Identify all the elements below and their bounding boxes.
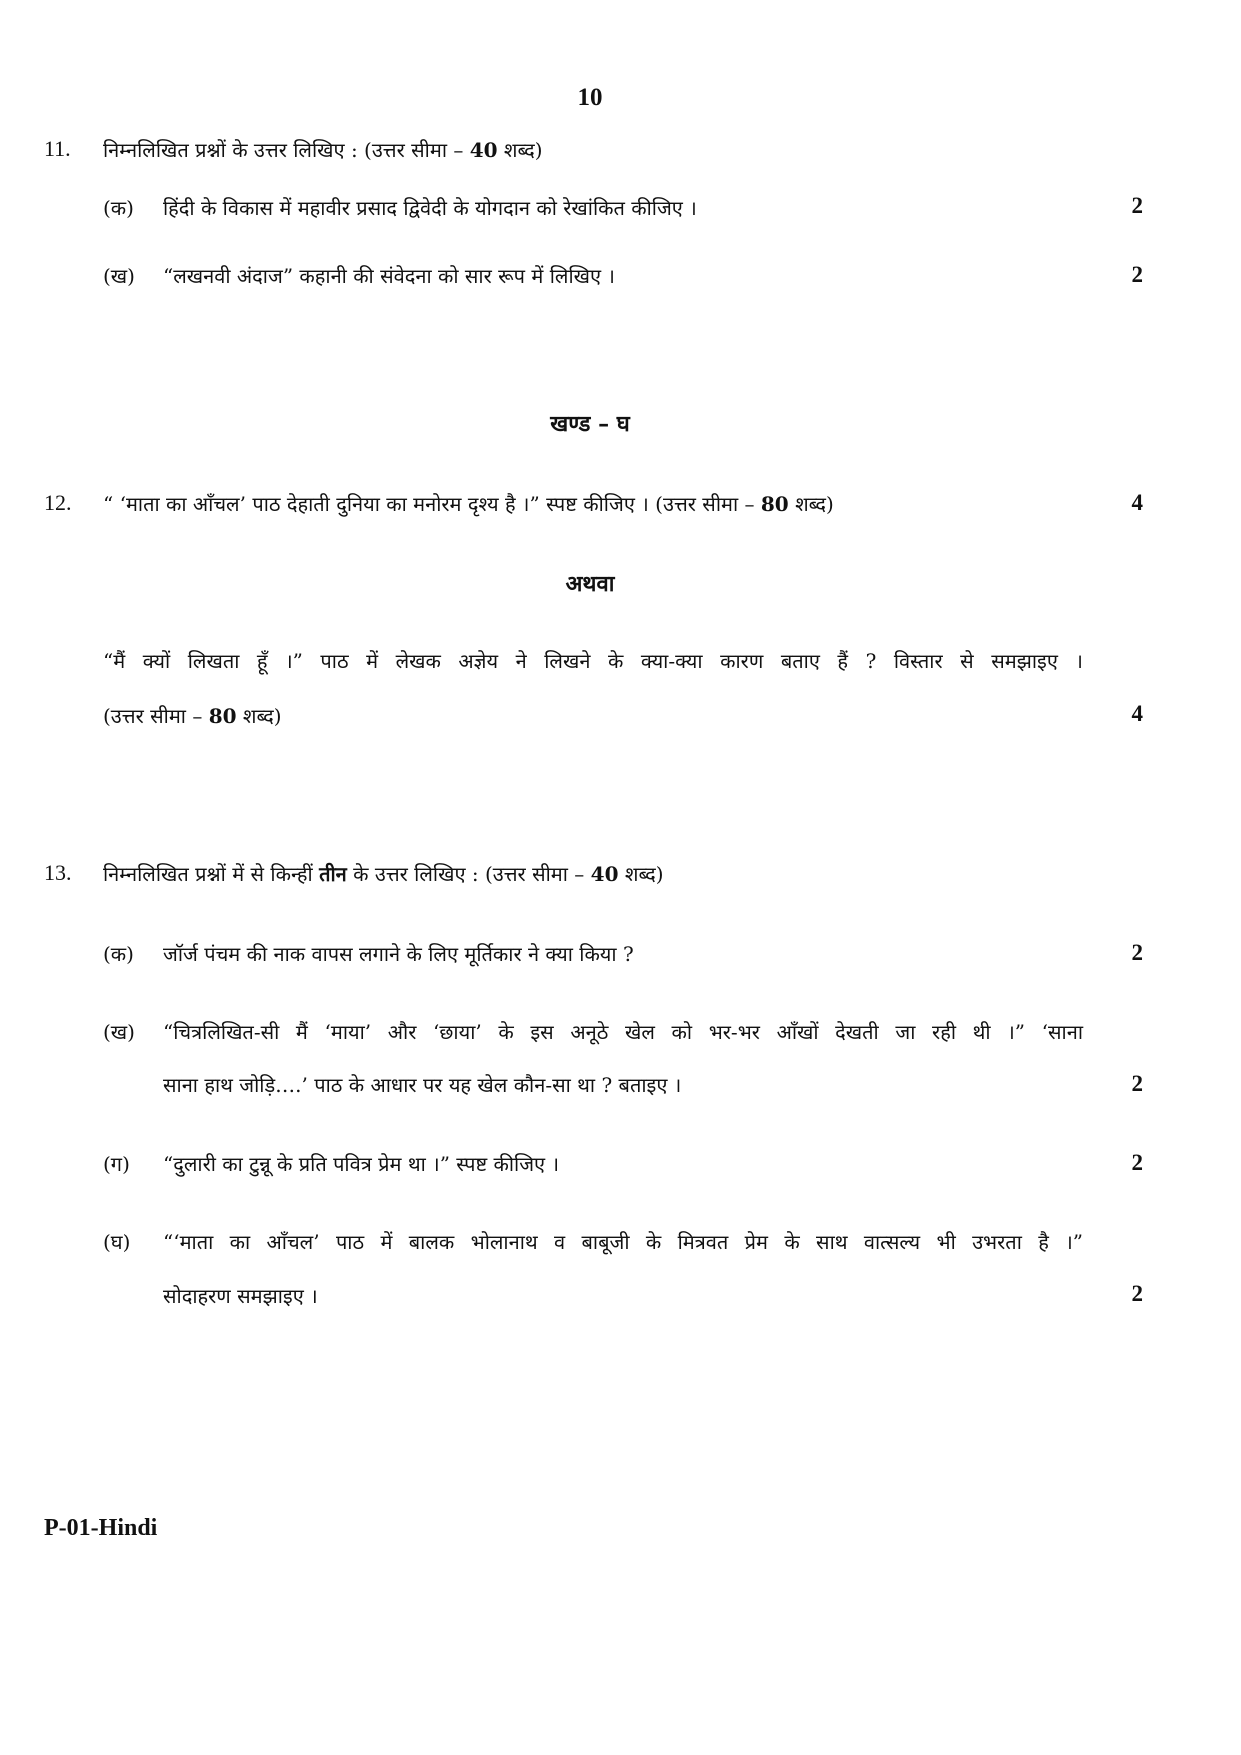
q13b-text-line2: साना हाथ जोड़ि….’ पाठ के आधार पर यह खेल कौन-सा था ? बताइए । xyxy=(163,1073,682,1097)
q13d-text-line1: “‘माता का आँचल’ पाठ में बालक भोलानाथ व बाबूजी के मित्रवत प्रेम के साथ वात्सल्य भी उभरता है ।” xyxy=(163,1230,1083,1254)
q11a-marks: 2 xyxy=(1131,193,1143,218)
q12-marks: 4 xyxy=(1131,490,1143,515)
q13c-marks: 2 xyxy=(1131,1150,1143,1175)
q13b-text-line1: “चित्रलिखित-सी मैं ‘माया’ और ‘छाया’ के इस अनूठे खेल को भर-भर आँखों देखती जा रही थी ।” ‘साना xyxy=(163,1020,1083,1044)
q13a-marks: 2 xyxy=(1131,940,1143,965)
q13d-label: (घ) xyxy=(103,1230,131,1254)
q11b-label: (ख) xyxy=(103,264,135,288)
q12-alt-text: “मैं क्यों लिखता हूँ ।” पाठ में लेखक अज्ञेय ने लिखने के क्या-क्या कारण बताए हैं ? विस्तार से समझाइए । xyxy=(103,649,1083,673)
q12-number: 12. xyxy=(44,490,72,515)
q13b-label: (ख) xyxy=(103,1020,135,1044)
q11-number: 11. xyxy=(44,136,71,161)
q13d-text-line2: सोदाहरण समझाइए । xyxy=(163,1284,318,1308)
q11a-text: हिंदी के विकास में महावीर प्रसाद द्विवेदी के योगदान को रेखांकित कीजिए । xyxy=(163,196,697,220)
q13b-marks: 2 xyxy=(1131,1071,1143,1096)
q12-alt-marks: 4 xyxy=(1131,701,1143,726)
q13-instruction: निम्नलिखित प्रश्नों में से किन्हीं तीन के उत्तर लिखिए : (उत्तर सीमा – 40 शब्द) xyxy=(103,862,664,886)
q13c-label: (ग) xyxy=(103,1152,130,1176)
q11b-marks: 2 xyxy=(1131,262,1143,287)
q11a-label: (क) xyxy=(103,196,134,220)
q13-number: 13. xyxy=(44,860,72,885)
q13a-label: (क) xyxy=(103,942,134,966)
q13d-marks: 2 xyxy=(1131,1281,1143,1306)
q11-instruction: निम्नलिखित प्रश्नों के उत्तर लिखिए : (उत्तर सीमा – 40 शब्द) xyxy=(103,138,543,162)
q13c-text: “दुलारी का टुन्नू के प्रति पवित्र प्रेम था ।” स्पष्ट कीजिए । xyxy=(163,1152,560,1176)
q12-alt-limit: (उत्तर सीमा – 80 शब्द) xyxy=(103,704,282,728)
paper-code-footer: P-01-Hindi xyxy=(44,1515,158,1541)
or-label: अथवा xyxy=(565,571,615,597)
section-heading: खण्ड – घ xyxy=(550,411,630,437)
page-number: 10 xyxy=(577,84,603,111)
q12-text: “ ‘माता का आँचल’ पाठ देहाती दुनिया का मनोरम दृश्य है ।” स्पष्ट कीजिए । (उत्तर सीमा – 80 शब्द) xyxy=(103,492,834,516)
q11b-text: “लखनवी अंदाज” कहानी की संवेदना को सार रूप में लिखिए । xyxy=(163,264,615,288)
q13a-text: जॉर्ज पंचम की नाक वापस लगाने के लिए मूर्तिकार ने क्या किया ? xyxy=(163,942,634,966)
